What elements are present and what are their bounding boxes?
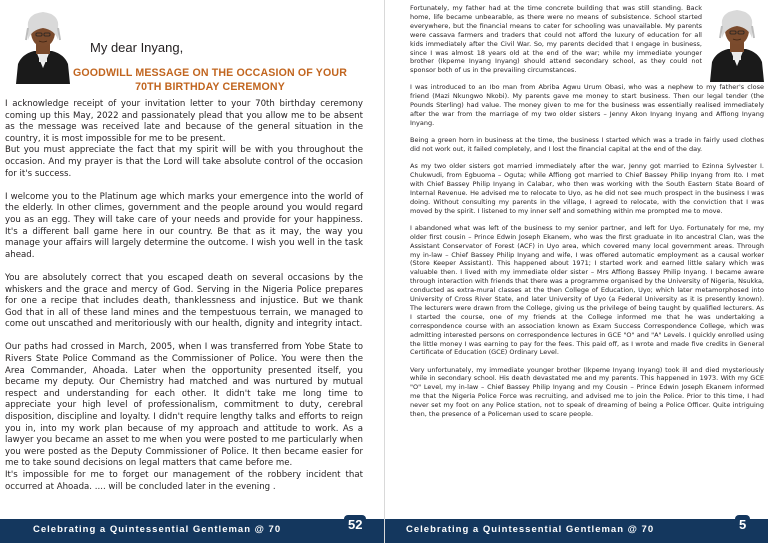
memoir-body [410, 4, 764, 427]
body-paragraph: You are absolutely correct that you escaped death on several occasions by the whiskers and the grace and mercy of God. Serving in the Nigeria Police prepares for one a recipe that includes death, thanklessness and injustice. But we thank God that in all of these land mines and the tempestuous terrain, we managed to come out unscathed and meritoriously with our health, dignity and integrity intact. [5, 272, 363, 330]
page-number: 52 [344, 515, 366, 532]
footer-text: Celebrating a Quintessential Gentleman @ 70 [33, 524, 282, 535]
title-line-1: GOODWILL MESSAGE ON THE OCCASION OF YOUR [73, 67, 347, 79]
footer-text: Celebrating a Quintessential Gentleman @ 70 [406, 524, 655, 535]
right-page [385, 0, 768, 543]
salutation: My dear Inyang, [90, 40, 184, 55]
title-line-2: 70TH BIRTHDAY CEREMONY [135, 80, 285, 93]
page-number: 5 [735, 515, 750, 532]
body-paragraph: Fortunately, my father had at the time concrete building that was still standing. Back home, life became unbearable, as there were no means of subsistence. School started everywhere, but the financial means to cater for schooling was unavailable. My parents were cassava farmers and traders that could not afford the luxury of education for all kids immediately after the Civil War. So, my parents decided that I engage in business, since I was almost 18 years old at the end of the war; while my immediate younger brother (Ikpeme Inyang Inyang) should attend secondary school, as they could not sponsor both of us in the prevailing circumstances. [410, 4, 702, 75]
right-footer-bar [385, 519, 768, 543]
body-paragraph: As my two older sisters got married immediately after the war, Jenny got married to Ezinna Sylvester I. Chukwudi, from Egbuoma – Oguta; while Affiong got married to Chief Bassey Philip Inyang from Ito. I met with Chief Bassey Philip Inyang in Calabar, who then was working with the South Eastern State Board of Internal Revenue. He advised me to relocate to Uyo, as he did not see much prospect in the business I was doing. Without consulting my parents in the village, I agreed to relocate, with the conviction that I was moved by the spirit. I listened to my inner self and something within me prompted me to move. [410, 162, 764, 215]
body-paragraph: I abandoned what was left of the business to my senior partner, and left for Uyo. Fortunately for me, my older first cousin – Prince Edwin Joseph Ekanem, who was the first graduate in Ito ancestral Clan, was the Assistant Conservator of Forest (ACF) in Uyo area, which covered many local government areas. Through my in-law – Chief Bassey Philip Inyang and wife, I was offered automatic employment as a causal worker (Store Keeper Assistant). This happened about 1971; I started work and earned little salary which was valuable then. I lived with my immediate older sister – Mrs Affiong Bassey Philip Inyang. I became aware through interaction with friends that there was a programme organised by the University of Nigeria, Nsukka, conducted as extra-mural classes at the then College of Education, Uyo; which later metamorphosed into University of Cross River State, and later University of Uyo (a Federal University as it is presently known). The lecturers were drawn from the College, giving us the privilege of being taught by qualified lecturers. As I started the course, one of my friends at the College informed me that he was undertaking a correspondence course with an association known as Exam Success Correspondence College, which was admitting interested persons on correspondence lectures in GCE "O" and "A" Levels. I quickly enrolled using the little money I was earning to pay for the fees. This paid off, as I wrote and made five credits in General Certificate of Education (GCE) Ordinary Level. [410, 223, 764, 357]
body-paragraph: Our paths had crossed in March, 2005, when I was transferred from Yobe State to Rivers State Police Command as the Commissioner of Police. You were then the Area Commander, Ahoada. Later when the opportunity presented itself, you became my deputy. Our Chemistry had matched and was nurtured by mutual respect and understanding for each other. It didn't take me long time to appreciate your high level of professionalism, commitment to duty, cerebral disposition, discipline and loyalty. I didn't require lengthy talks and efforts to reign you in, into my work plan because of my approach and attitude to work. As a lawyer you became an asset to me when you were posted to me particularly when you were posted as the Deputy Commissioner of Police. It then became easier for me to take sound decisions on legal matters that came before me. [5, 342, 363, 469]
body-paragraph: But you must appreciate the fact that my spirit will be with you throughout the occasion. And my prayer is that the Lord will take absolute control of the occasion for it's success. [5, 145, 363, 179]
portrait-photo-image [706, 4, 768, 82]
body-paragraph: I acknowledge receipt of your invitation letter to your 70th birthday ceremony coming up this May, 2022 and passionately plead that you allow me to be absent as the message was received late and because of the general situation in the country, it is most impossible for me to be present. [5, 99, 363, 144]
body-paragraph: Very unfortunately, my immediate younger brother (Ikpeme Inyang Inyang) took ill and died mysteriously while in secondary school. His death devastated me and my parents. This happened in 1973. With my GCE "O" Level, my in-law – Chief Bassey Philip Inyang and my Cousin – Prince Edwin Joseph Ekanem informed me that the Nigeria Police Force was recruiting, and advised me to join the Police. Prior to this time, I had never set my foot on any Police station, not to speak of dreaming of being a Police Officer. Quite intriguing then, the presence of a Policeman used to scare people. [410, 365, 764, 419]
body-paragraph: It's impossible for me to forget our management of the robbery incident that occurred at Ahoada. .... will be concluded later in the evening . [5, 470, 363, 492]
portrait-photo [706, 4, 768, 82]
body-paragraph: Being a green horn in business at the time, the business I started which was a trade in fairly used clothes did not work out, it failed completely, and I lost the financial capital at the end of the day. [410, 136, 764, 154]
body-paragraph: I was introduced to an Ibo man from Abriba Agwu Urum Obasi, who was a nephew to my father's close friend (Mazi Nkungwo Nkobi). My parents gave me money to start business. Then our legal tender (the Pounds Sterling) had value. The money given to me for the business was essentially realised immediately after the war from the marriage of my two older sisters – Jenny Akon Inyang Inyang and Affiong Inyang Inyang. [410, 83, 764, 128]
left-footer-bar [0, 519, 384, 543]
body-paragraph: I welcome you to the Platinum age which marks your emergence into the world of the elderly. In other climes, government and the people around you would regard you as an egg. They will take care of your needs and provide for your happiness. It's a different ball game here in our country. Be that as it may, the way you manage your affairs will largely determine the outcome. I wish you well in the task ahead. [5, 191, 363, 260]
goodwill-message-title [60, 67, 360, 94]
goodwill-message-body [5, 99, 363, 493]
